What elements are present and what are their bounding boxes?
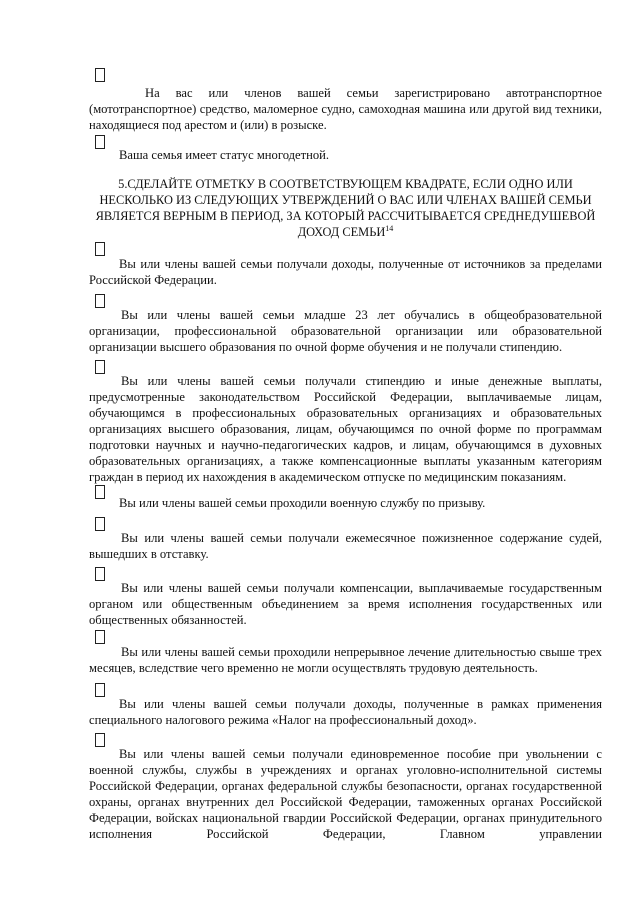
statement-text: Вы или члены вашей семьи младше 23 лет обучались в общеобразовательной организации, профессиональной образовательной организации или образовательной организации высшего образования по очной форме обучения и не получали стипендию. <box>89 308 602 354</box>
statement-text: Вы или члены вашей семьи получали доходы, полученные от источников за пределами Российской Федерации. <box>89 257 602 287</box>
checkbox[interactable] <box>95 68 105 82</box>
statement-text: Вы или члены вашей семьи получали ежемесячное пожизненное содержание судей, вышедших в отставку. <box>89 531 602 561</box>
checkbox[interactable] <box>95 294 105 308</box>
statement-judges-pension <box>89 517 602 562</box>
statement-text: На вас или членов вашей семьи зарегистрировано автотранспортное (мототранспортное) средство, маломерное судно, самоходная машина или другой вид техники, находящиеся под арестом и (или) в розыске. <box>89 86 602 132</box>
statement-text: Вы или члены вашей семьи получали доходы, полученные в рамках применения специального налогового режима «Налог на профессиональный доход». <box>89 697 602 727</box>
checkbox[interactable] <box>95 360 105 374</box>
section-heading: 5.СДЕЛАЙТЕ ОТМЕТКУ В СООТВЕТСТВУЮЩЕМ КВАДРАТЕ, ЕСЛИ ОДНО ИЛИ НЕСКОЛЬКО ИЗ СЛЕДУЮЩИХ УТВЕРЖДЕНИЙ О ВАС ИЛИ ЧЛЕНАХ ВАШЕЙ СЕМЬИ ЯВЛЯЕТСЯ ВЕРНЫМ В ПЕРИОД, ЗА КОТОРЫЙ РАССЧИТЫВАЕТСЯ СРЕДНЕДУШЕВОЙ ДОХОД СЕМЬИ$^{14}$ <box>95 177 596 239</box>
statement-vehicle-arrest <box>89 68 602 133</box>
statement-students-no-stipend <box>89 294 602 355</box>
statement-compensation <box>89 567 602 628</box>
statement-text: Вы или члены вашей семьи проходили военную службу по призыву. <box>119 496 486 510</box>
checkbox[interactable] <box>95 630 105 644</box>
checkbox[interactable] <box>95 567 105 581</box>
statement-text: Вы или члены вашей семьи получали компенсации, выплачиваемые государственным органом или общественным объединением за время исполнения государственных или общественных обязанностей. <box>89 581 602 627</box>
footnote-ref: 14 <box>385 223 394 233</box>
statement-foreign-income <box>89 242 602 288</box>
checkbox[interactable] <box>95 733 105 747</box>
checkbox[interactable] <box>95 485 105 499</box>
statement-military-service <box>89 485 602 511</box>
statement-dismissal-benefit <box>89 733 602 842</box>
statement-text: Вы или члены вашей семьи проходили непрерывное лечение длительностью свыше трех месяцев, вследствие чего временно не могли осуществлять трудовую деятельность. <box>89 645 602 675</box>
checkbox[interactable] <box>95 517 105 531</box>
statement-text: Вы или члены вашей семьи получали стипендию и иные денежные выплаты, предусмотренные законодательством Российской Федерации, выплачиваемые лицам, обучающимся в профессиональных образовательных организациях и образовательных организациях высшего образования, лицам, обучающимся по очной форме по программам подготовки научных и научно-педагогических кадров, и лицам, обучающимся в духовных образовательных организациях, а также компенсационные выплаты указанным категориям граждан в период их нахождения в академическом отпуске по медицинским показаниям. <box>89 374 602 484</box>
statement-long-treatment <box>89 630 602 676</box>
checkbox[interactable] <box>95 242 105 256</box>
statement-stipend <box>89 360 602 485</box>
statement-text: Ваша семья имеет статус многодетной. <box>119 148 330 162</box>
statement-text: Вы или члены вашей семьи получали единовременное пособие при увольнении с военной службы, службы в учреждениях и органах уголовно-исполнительной системы Российской Федерации, органах федеральной службы безопасности, органах государственной охраны, органах внутренних дел Российской Федерации, таможенных органах Российской Федерации, войсках национальной гвардии Российской Федерации, органах принудительного исполнения Российской Федерации, Главном управлении <box>89 747 602 841</box>
statement-self-employed-tax <box>89 683 602 728</box>
checkbox[interactable] <box>95 135 105 149</box>
statement-large-family <box>89 135 602 163</box>
checkbox[interactable] <box>95 683 105 697</box>
